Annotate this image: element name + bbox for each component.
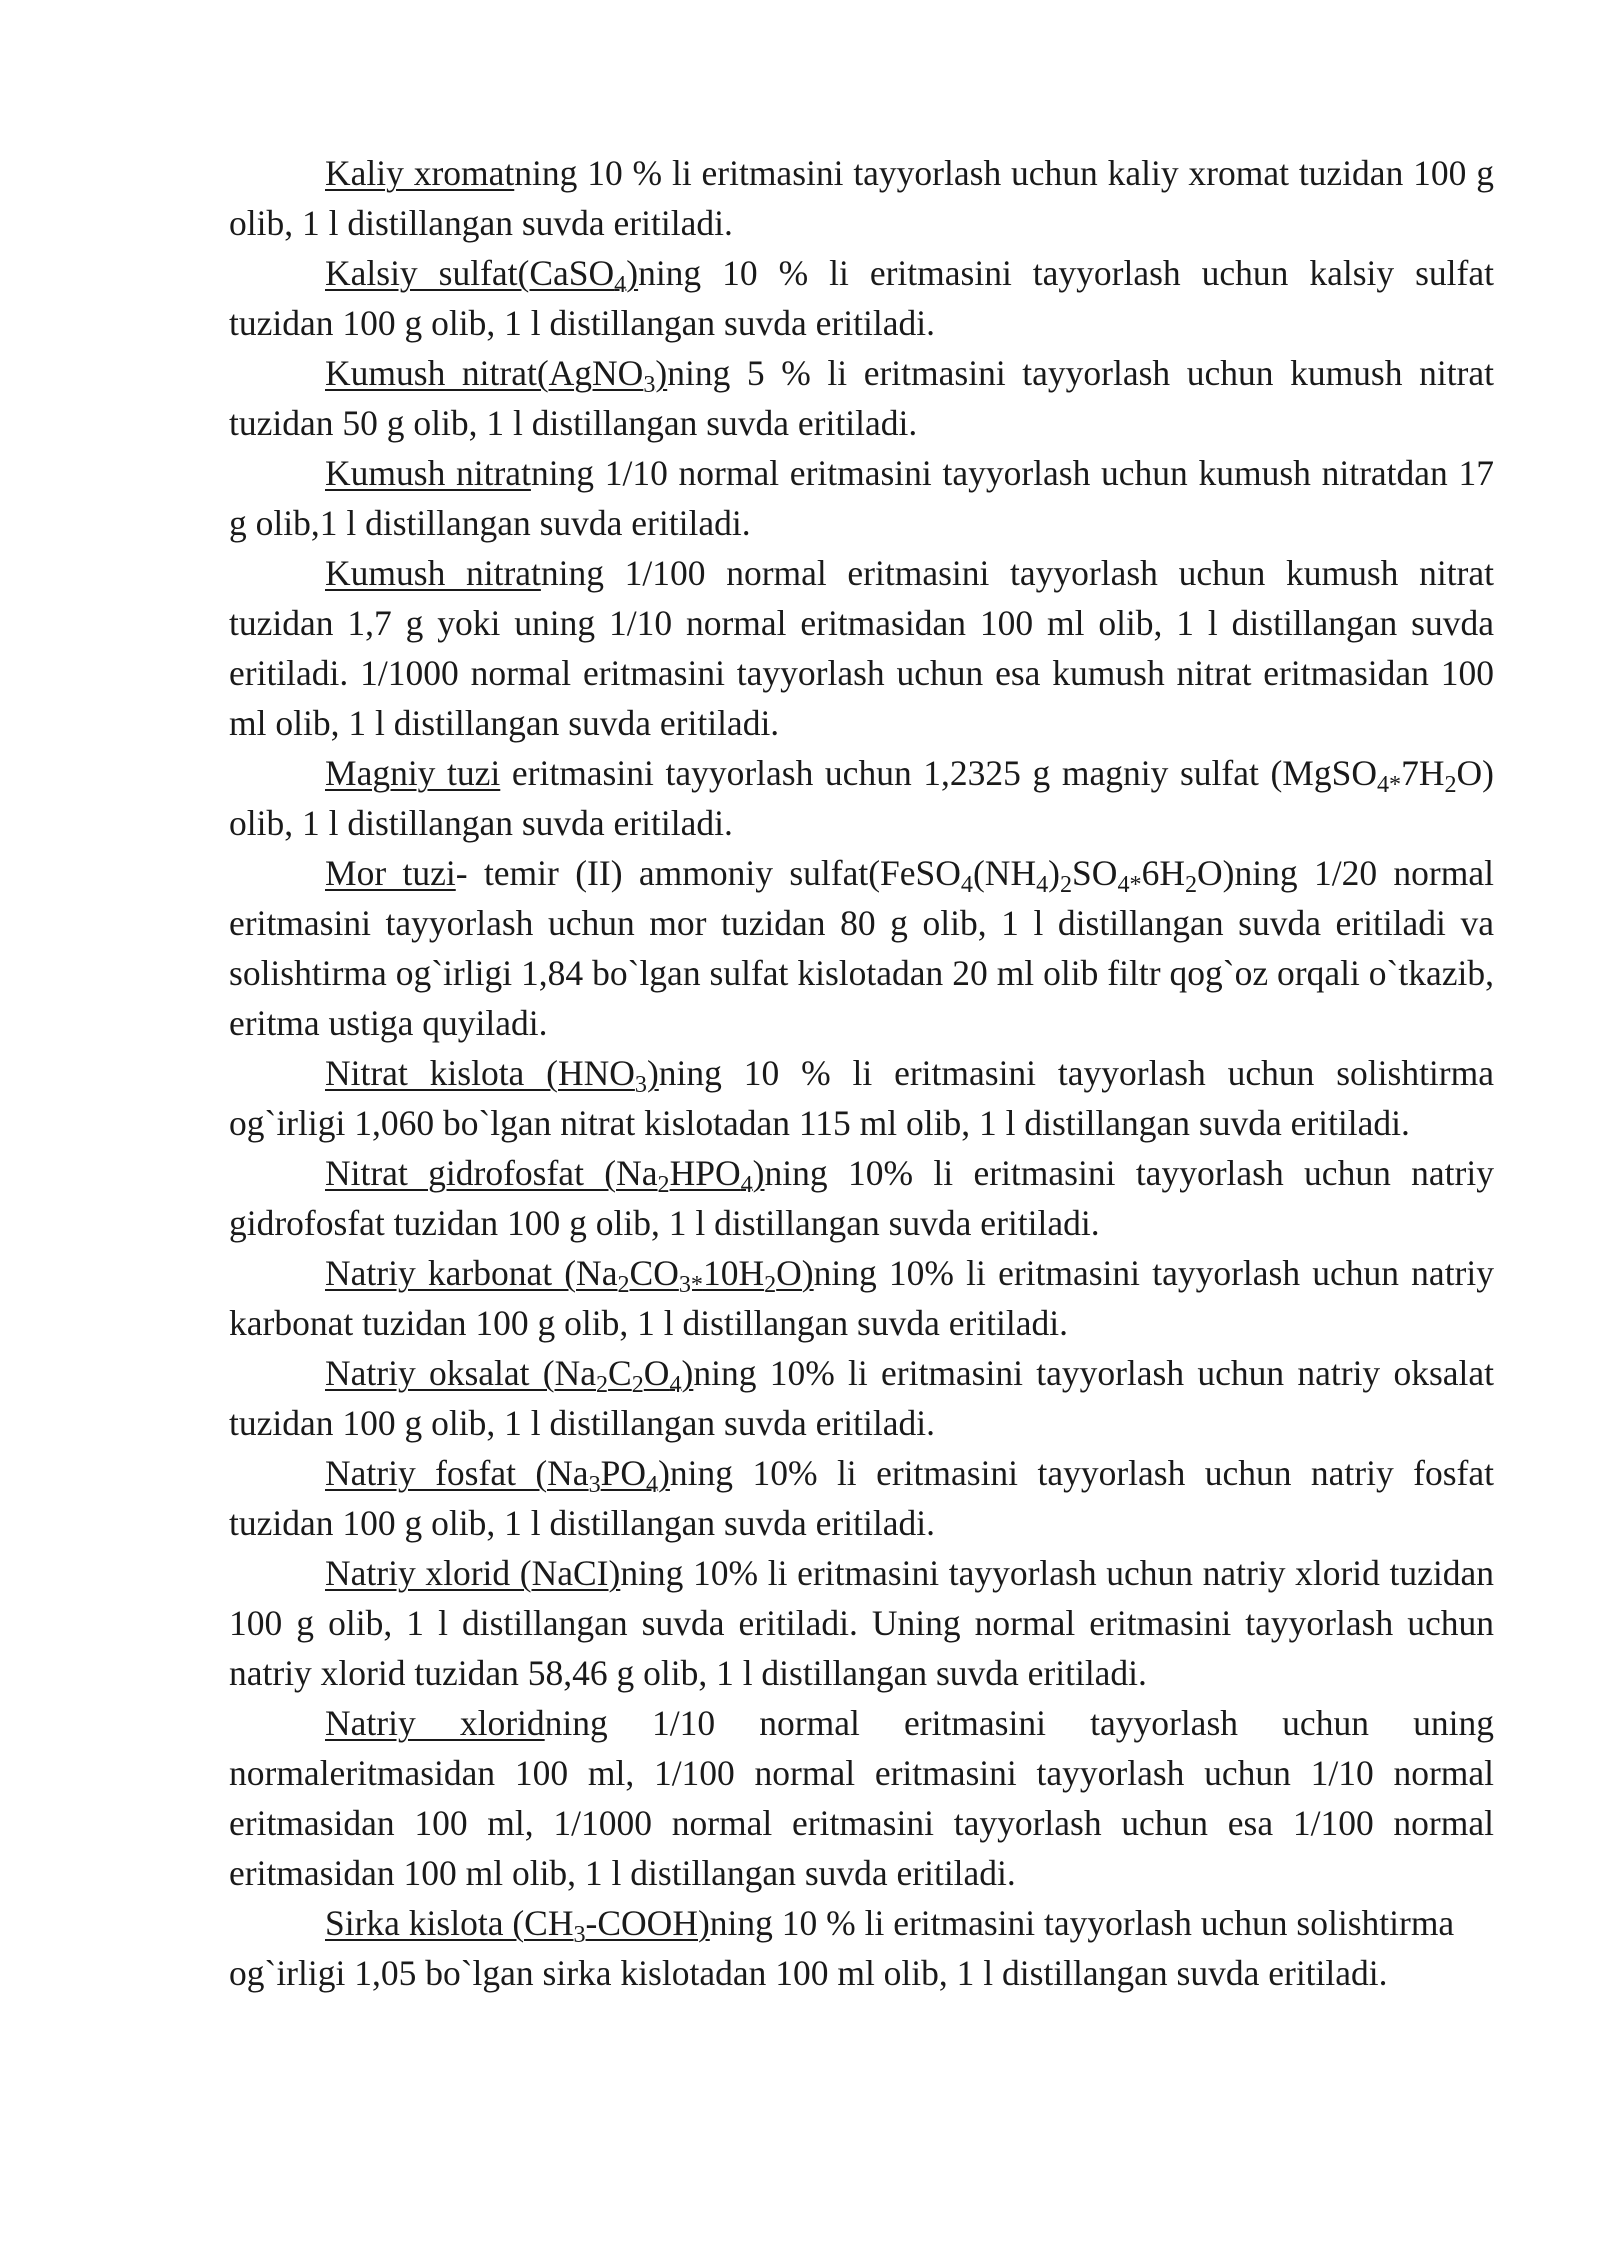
paragraph-text: ning 10% li eritmasini tayyorlash uchun natriy gidrofosfat tuzidan 100 g olib, 1 l distillangan suvda eritiladi. <box>229 1153 1494 1243</box>
paragraph-text: eritmasini tayyorlash uchun 1,2325 g magniy sulfat $(MgSO_{4*}7H_2O)$ olib, 1 l distillangan suvda eritiladi. <box>229 753 1495 843</box>
term-heading: Kalsiy sulfat(CaSO$_4$) <box>325 253 639 298</box>
paragraph-kaliy-xromat <box>229 148 1494 248</box>
term-heading: Magniy tuzi <box>325 753 501 793</box>
paragraph-text: ning 10 % li eritmasini tayyorlash uchun kalsiy sulfat tuzidan 100 g olib, 1 l distillangan suvda eritiladi. <box>229 253 1494 343</box>
paragraph-natriy-oksalat <box>229 1348 1494 1448</box>
paragraph-mor-tuzi <box>229 848 1494 1048</box>
paragraph-text: ning 10% li eritmasini tayyorlash uchun natriy karbonat tuzidan 100 g olib, 1 l distillangan suvda eritiladi. <box>229 1253 1494 1343</box>
paragraph-natriy-fosfat <box>229 1448 1494 1548</box>
paragraph-sirka-kislota <box>229 1898 1494 1998</box>
paragraph-text: ning 1/10 normal eritmasini tayyorlash uchun kumush nitratdan 17 g olib,1 l distillangan suvda eritiladi. <box>229 453 1495 543</box>
term-heading: Natriy xlorid <box>325 1703 545 1743</box>
paragraph-natriy-xlorid-1-10 <box>229 1698 1494 1898</box>
term-heading: Nitrat gidrofosfat $(Na_2HPO_4)$ <box>325 1153 765 1198</box>
paragraph-text: ning 1/100 normal eritmasini tayyorlash uchun kumush nitrat tuzidan 1,7 g yoki uning 1/10 normal eritmasidan 100 ml olib, 1 l distillangan suvda eritiladi. 1/1000 normal eritmasini tayyorlash uchun esa kumush nitrat eritmasidan 100 ml olib, 1 l distillangan suvda eritiladi. <box>229 553 1495 743</box>
paragraph-kumush-nitrat-1-10 <box>229 448 1494 548</box>
paragraph-natriy-karbonat <box>229 1248 1494 1348</box>
paragraph-magniy-tuzi <box>229 748 1494 848</box>
paragraph-nitrat-kislota <box>229 1048 1494 1148</box>
term-heading: Kumush nitrat <box>325 453 531 493</box>
paragraph-text: ning 10% li eritmasini tayyorlash uchun natriy xlorid tuzidan 100 g olib, 1 l distillangan suvda eritiladi. Uning normal eritmasini tayyorlash uchun natriy xlorid tuzidan 58,46 g olib, 1 l distillangan suvda eritiladi. <box>229 1553 1495 1693</box>
paragraph-natriy-xlorid-10 <box>229 1548 1494 1698</box>
paragraph-nitrat-gidrofosfat <box>229 1148 1494 1248</box>
paragraph-text: ning 10% li eritmasini tayyorlash uchun natriy oksalat tuzidan 100 g olib, 1 l distillangan suvda eritiladi. <box>229 1353 1494 1443</box>
paragraph-kumush-nitrat-1-100 <box>229 548 1494 748</box>
term-heading: Natriy karbonat $(Na_2CO_{3*}10H_2O)$ <box>325 1253 814 1298</box>
paragraph-text: - temir (II) ammoniy $sulfat(FeSO_4(NH_4)_2SO_{4*}6H_2O)ning$ 1/20 normal eritmasini tayyorlash uchun mor tuzidan 80 g olib, 1 l distillangan suvda eritiladi va solishtirma og`irligi 1,84 bo`lgan sulfat kislotadan 20 ml olib filtr qog`oz orqali o`tkazib, eritma ustiga quyiladi. <box>229 853 1494 1043</box>
paragraph-text: ning 10 % li eritmasini tayyorlash uchun solishtirma og`irligi 1,060 bo`lgan nitrat kislotadan 115 ml olib, 1 l distillangan suvda eritiladi. <box>229 1053 1494 1143</box>
term-heading: Natriy xlorid (NaCI) <box>325 1553 621 1593</box>
term-heading: Kumush nitrat(AgNO$_3$) <box>325 353 668 398</box>
paragraph-text: ning 10% li eritmasini tayyorlash uchun natriy fosfat tuzidan 100 g olib, 1 l distillangan suvda eritiladi. <box>229 1453 1494 1543</box>
paragraph-text: ning 10 % li eritmasini tayyorlash uchun solishtirma og`irligi 1,05 bo`lgan sirka kislotadan 100 ml olib, 1 l distillangan suvda eritiladi. <box>229 1903 1455 1993</box>
paragraph-kalsiy-sulfat <box>229 248 1494 348</box>
document-page <box>229 148 1494 1998</box>
term-heading: Kumush nitrat <box>325 553 541 593</box>
paragraph-kumush-nitrat-5 <box>229 348 1494 448</box>
term-heading: Kaliy xromat <box>325 153 515 193</box>
term-heading: Natriy fosfat $(Na_3PO_4)$ <box>325 1453 670 1498</box>
paragraph-text: ning 10 % li eritmasini tayyorlash uchun kaliy xromat tuzidan 100 g olib, 1 l distillangan suvda eritiladi. <box>229 153 1494 243</box>
paragraph-text: ning 1/10 normal eritmasini tayyorlash uchun uning normaleritmasidan 100 ml, 1/100 normal eritmasini tayyorlash uchun 1/10 normal eritmasidan 100 ml, 1/1000 normal eritmasini tayyorlash uchun esa 1/100 normal eritmasidan 100 ml olib, 1 l distillangan suvda eritiladi. <box>229 1703 1494 1893</box>
term-heading: Nitrat kislota $(HNO_3)$ <box>325 1053 659 1098</box>
paragraph-text: ning 5 % li eritmasini tayyorlash uchun kumush nitrat tuzidan 50 g olib, 1 l distillangan suvda eritiladi. <box>229 353 1495 443</box>
term-heading: Sirka kislota $(CH_3-COOH)$ <box>325 1903 710 1948</box>
term-heading: Mor tuzi <box>325 853 456 893</box>
term-heading: Natriy oksalat $(Na_2C_2O_4)$ <box>325 1353 694 1398</box>
